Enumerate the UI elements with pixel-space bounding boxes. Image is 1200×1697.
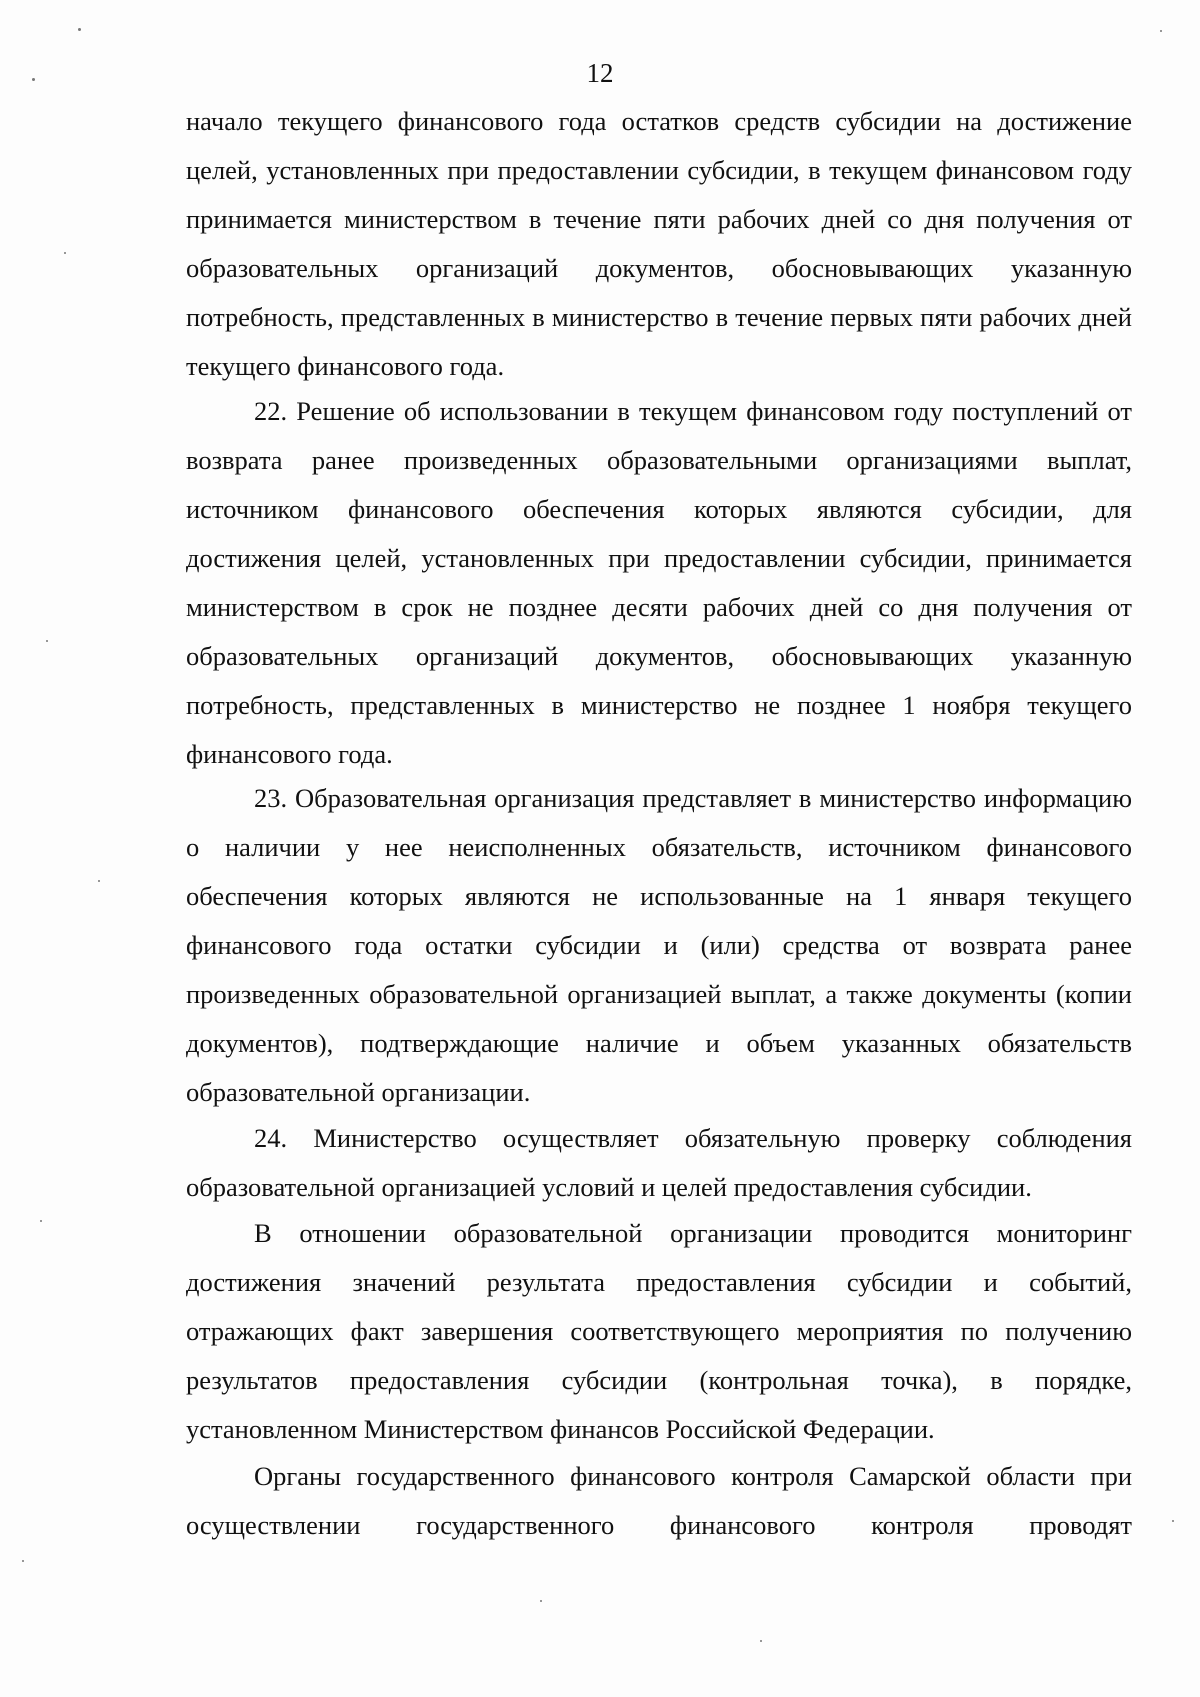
scan-speck	[32, 78, 35, 81]
scan-speck	[46, 640, 48, 642]
paragraph-financial-control: Органы государственного финансового контроля Самарской области при осуществлении государственного финансового контроля проводят	[186, 1461, 1132, 1540]
paragraph-continuation: начало текущего финансового года остатков средств субсидии на достижение целей, установленных при предоставлении субсидии, в текущем финансовом году принимается министерством в течение пяти рабочих дней со дня получения от образовательных организаций документов, обосновывающих указанную потребность, представленных в министерство в течение первых пяти рабочих дней текущего финансового года.	[186, 106, 1132, 381]
document-body	[186, 97, 1132, 1550]
scan-speck	[1172, 1520, 1174, 1522]
paragraph-monitoring: В отношении образовательной организации проводится мониторинг достижения значений результата предоставления субсидии и событий, отражающих факт завершения соответствующего мероприятия по получению результатов предоставления субсидии (контрольная точка), в порядке, установленном Министерством финансов Российской Федерации.	[186, 1218, 1132, 1444]
paragraph-23: 23. Образовательная организация представляет в министерство информацию о наличии у нее неисполненных обязательств, источником финансового обеспечения которых являются не использованные на 1 января текущего финансового года остатки субсидии и (или) средства от возврата ранее произведенных образовательной организацией выплат, а также документы (копии документов), подтверждающие наличие и объем указанных обязательств образовательной организации.	[186, 783, 1132, 1107]
scan-speck	[98, 880, 100, 882]
scan-speck	[1160, 30, 1162, 32]
paragraph-24: 24. Министерство осуществляет обязательную проверку соблюдения образовательной организацией условий и целей предоставления субсидии.	[186, 1123, 1132, 1202]
page-number: 12	[586, 58, 614, 88]
scan-speck	[760, 1640, 762, 1642]
scan-speck	[22, 1560, 24, 1562]
paragraph-22: 22. Решение об использовании в текущем финансовом году поступлений от возврата ранее произведенных образовательными организациями выплат, источником финансового обеспечения которых являются субсидии, для достижения целей, установленных при предоставлении субсидии, принимается министерством в срок не позднее десяти рабочих дней со дня получения от образовательных организаций документов, обосновывающих указанную потребность, представленных в министерство не позднее 1 ноября текущего финансового года.	[186, 396, 1132, 769]
scan-speck	[64, 252, 66, 254]
scan-speck	[78, 28, 81, 31]
scan-speck	[540, 1600, 542, 1602]
scan-speck	[40, 1220, 42, 1222]
